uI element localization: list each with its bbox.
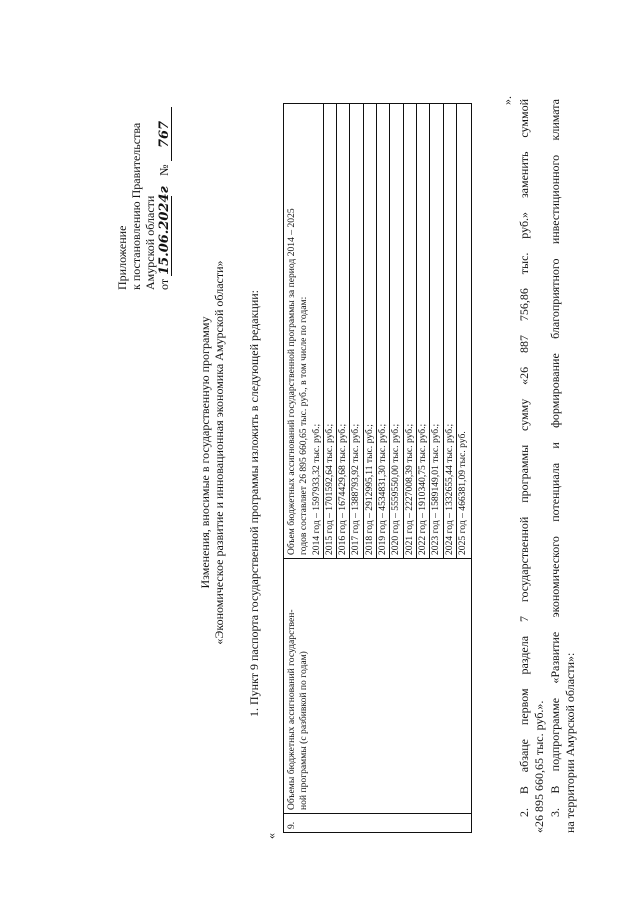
year-item: 2014 год – 1597933,32 тыс. руб.; [310, 423, 322, 555]
year-item: 2020 год – 5559550,00 тыс. руб.; [389, 104, 402, 558]
value-cell [284, 104, 472, 559]
open-quote: « [264, 833, 278, 839]
year-item: 2018 год – 2912995,11 тыс. руб.; [363, 104, 376, 558]
row-number-cell [284, 814, 472, 833]
number-prefix: № [157, 164, 171, 176]
date-line [157, 107, 172, 290]
resolution-line: к постановлению Правительства [129, 122, 143, 290]
name-cell [284, 559, 472, 814]
item-3-line-1: 3. В подпрограмме «Развитие экономического потенциала и формирование благоприятного инвестиционного климата [548, 99, 562, 817]
item-1-intro: 1. Пункт 9 паспорта государственной программы изложить в следующей редакции: [247, 289, 261, 717]
close-quote: ». [500, 96, 514, 105]
year-item: 2019 год – 4534831,30 тыс. руб.; [376, 104, 389, 558]
value-line-2: годов составляет 26 895 660,65 тыс. руб., в том числе по годам: [298, 296, 310, 555]
title-line-1: Изменения, вносимые в государственную программу [198, 316, 212, 589]
name-line-1: Объемы бюджетных ассигнований государствен- [286, 609, 297, 810]
passport-table [283, 103, 472, 833]
appendix-label: Приложение [115, 225, 129, 290]
item-2-line-2: «26 895 660,65 тыс. руб.». [532, 700, 546, 833]
year-item: 2022 год – 1910340,75 тыс. руб.; [416, 104, 429, 558]
year-item: 2023 год – 1589149,01 тыс. руб.; [429, 104, 442, 558]
date-prefix: от [157, 278, 171, 290]
year-list [311, 107, 470, 555]
region-line: Амурской области [143, 195, 157, 290]
year-item: 2017 год – 1388793,92 тыс. руб.; [349, 104, 362, 558]
row-number: 9. [286, 821, 297, 829]
handwritten-number: 767 [158, 107, 172, 161]
year-item: 2024 год – 1332655,44 тыс. руб.; [443, 104, 456, 558]
handwritten-date: 15.06.2024г [157, 186, 172, 275]
year-item: 2015 год – 1701592,64 тыс. руб.; [323, 104, 336, 558]
year-item: 2016 год – 1674429,68 тыс. руб.; [336, 104, 349, 558]
item-3-line-2: на территории Амурской области»: [563, 652, 577, 833]
item-2-line-1: 2. В абзаце первом раздела 7 государственной программы сумму «26 887 756,86 тыс. руб.» заменить суммой [517, 99, 531, 817]
table-row [284, 104, 472, 833]
name-line-2: ной программы (с разбивкой по годам) [298, 651, 310, 810]
year-item: 2025 год – 466381,09 тыс. руб. [456, 104, 469, 558]
year-item: 2021 год – 2227008,39 тыс. руб.; [403, 104, 416, 558]
title-line-2: «Экономическое развитие и инновационная экономика Амурской области» [212, 260, 226, 645]
value-line-1: Объем бюджетных ассигнований государственной программы за период 2014 – 2025 [286, 208, 297, 555]
